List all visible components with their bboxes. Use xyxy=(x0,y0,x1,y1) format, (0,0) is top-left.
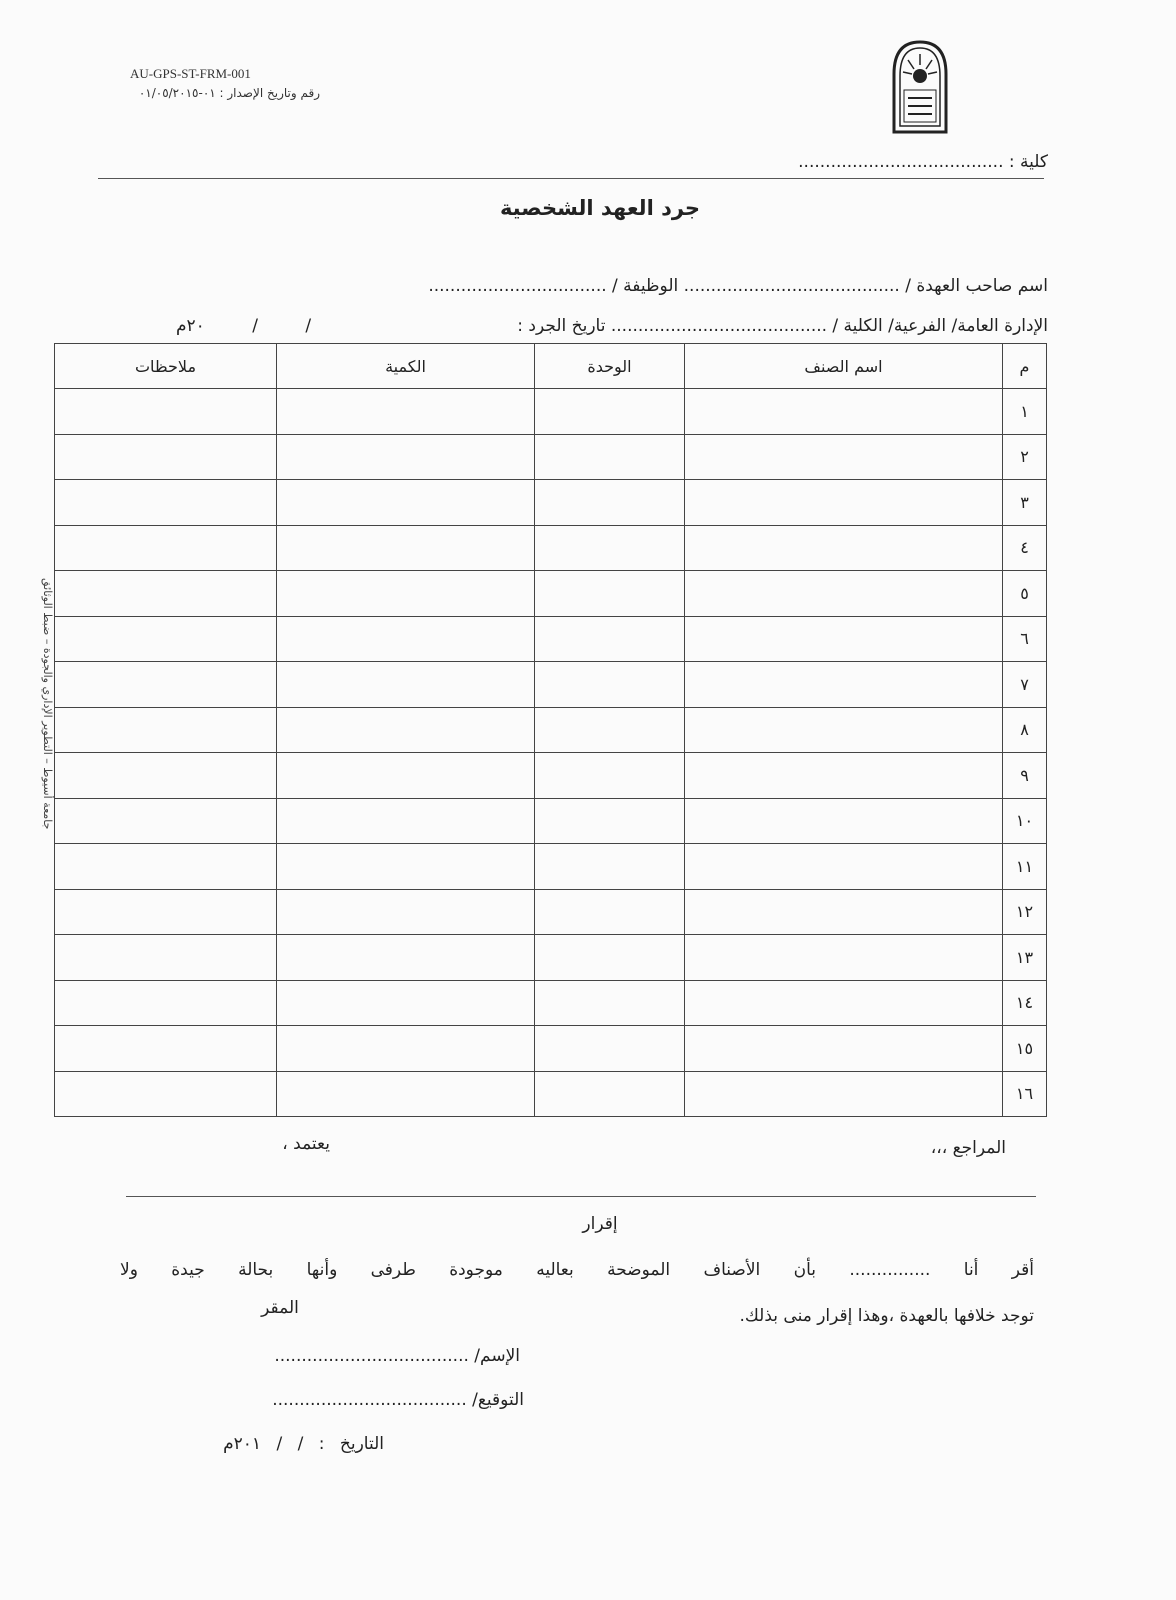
row-number: ٥ xyxy=(1003,571,1047,617)
row-number: ١٤ xyxy=(1003,980,1047,1026)
notes-cell[interactable] xyxy=(55,844,277,890)
table-row xyxy=(55,935,1047,981)
table-row xyxy=(55,389,1047,435)
notes-cell[interactable] xyxy=(55,571,277,617)
row-number: ١٢ xyxy=(1003,889,1047,935)
unit-cell[interactable] xyxy=(535,662,685,708)
item-name-cell[interactable] xyxy=(685,571,1003,617)
col-header-unit: الوحدة xyxy=(535,344,685,389)
unit-cell[interactable] xyxy=(535,389,685,435)
item-name-cell[interactable] xyxy=(685,480,1003,526)
custodian-job-field: اسم صاحب العهدة / ........................................ الوظيفة / ................................. xyxy=(428,276,1048,296)
table-row xyxy=(55,753,1047,799)
table-row xyxy=(55,844,1047,890)
inventory-table xyxy=(54,343,1047,1117)
table-row xyxy=(55,662,1047,708)
quantity-cell[interactable] xyxy=(277,753,535,799)
quantity-cell[interactable] xyxy=(277,798,535,844)
table-row xyxy=(55,571,1047,617)
table-row xyxy=(55,525,1047,571)
unit-cell[interactable] xyxy=(535,434,685,480)
unit-cell[interactable] xyxy=(535,935,685,981)
unit-cell[interactable] xyxy=(535,707,685,753)
item-name-cell[interactable] xyxy=(685,1026,1003,1072)
quantity-cell[interactable] xyxy=(277,389,535,435)
quantity-cell[interactable] xyxy=(277,844,535,890)
item-name-cell[interactable] xyxy=(685,980,1003,1026)
quantity-cell[interactable] xyxy=(277,980,535,1026)
col-header-quantity: الكمية xyxy=(277,344,535,389)
notes-cell[interactable] xyxy=(55,707,277,753)
reviewer-label: المراجع ،،، xyxy=(930,1138,1006,1158)
unit-cell[interactable] xyxy=(535,480,685,526)
notes-cell[interactable] xyxy=(55,389,277,435)
unit-cell[interactable] xyxy=(535,753,685,799)
unit-cell[interactable] xyxy=(535,525,685,571)
row-number: ٦ xyxy=(1003,616,1047,662)
table-row xyxy=(55,1026,1047,1072)
notes-cell[interactable] xyxy=(55,434,277,480)
unit-cell[interactable] xyxy=(535,616,685,662)
item-name-cell[interactable] xyxy=(685,434,1003,480)
declaration-divider xyxy=(126,1196,1036,1197)
declaration-line-1: أقر أنا ............... بأن الأصناف الموضحة بعاليه موجودة طرفى وأنها بحالة جيدة ولا xyxy=(120,1260,1034,1280)
approved-label: يعتمد ، xyxy=(282,1134,330,1154)
notes-cell[interactable] xyxy=(55,889,277,935)
row-number: ١ xyxy=(1003,389,1047,435)
col-header-item-name: اسم الصنف xyxy=(685,344,1003,389)
table-row xyxy=(55,980,1047,1026)
notes-cell[interactable] xyxy=(55,1026,277,1072)
row-number: ٨ xyxy=(1003,707,1047,753)
notes-cell[interactable] xyxy=(55,480,277,526)
item-name-cell[interactable] xyxy=(685,389,1003,435)
quantity-cell[interactable] xyxy=(277,935,535,981)
quantity-cell[interactable] xyxy=(277,616,535,662)
item-name-cell[interactable] xyxy=(685,707,1003,753)
table-row xyxy=(55,480,1047,526)
unit-cell[interactable] xyxy=(535,1071,685,1117)
notes-cell[interactable] xyxy=(55,616,277,662)
unit-cell[interactable] xyxy=(535,798,685,844)
item-name-cell[interactable] xyxy=(685,798,1003,844)
item-name-cell[interactable] xyxy=(685,616,1003,662)
row-number: ١٣ xyxy=(1003,935,1047,981)
quantity-cell[interactable] xyxy=(277,1071,535,1117)
issue-date-line: رقم وتاريخ الإصدار : ٠١-٠١/٠٥/٢٠١٥ xyxy=(138,86,320,100)
item-name-cell[interactable] xyxy=(685,935,1003,981)
quantity-cell[interactable] xyxy=(277,480,535,526)
row-number: ٤ xyxy=(1003,525,1047,571)
row-number: ١١ xyxy=(1003,844,1047,890)
quantity-cell[interactable] xyxy=(277,434,535,480)
row-number: ٩ xyxy=(1003,753,1047,799)
notes-cell[interactable] xyxy=(55,525,277,571)
item-name-cell[interactable] xyxy=(685,844,1003,890)
table-row xyxy=(55,434,1047,480)
notes-cell[interactable] xyxy=(55,662,277,708)
declaration-line-2: توجد خلافها بالعهدة ،وهذا إقرار منى بذلك. xyxy=(739,1306,1034,1326)
college-field: كلية : ...................................... xyxy=(798,152,1048,172)
col-header-notes: ملاحظات xyxy=(55,344,277,389)
university-logo xyxy=(890,38,950,134)
quantity-cell[interactable] xyxy=(277,1026,535,1072)
table-row xyxy=(55,1071,1047,1117)
item-name-cell[interactable] xyxy=(685,1071,1003,1117)
item-name-cell[interactable] xyxy=(685,525,1003,571)
notes-cell[interactable] xyxy=(55,1071,277,1117)
notes-cell[interactable] xyxy=(55,798,277,844)
name-field: الإسم/ .................................... xyxy=(274,1346,520,1366)
quantity-cell[interactable] xyxy=(277,571,535,617)
form-code: AU-GPS-ST-FRM-001 xyxy=(130,66,251,81)
notes-cell[interactable] xyxy=(55,980,277,1026)
table-row xyxy=(55,798,1047,844)
declaration-heading: إقرار xyxy=(582,1214,618,1234)
table-header-row xyxy=(55,344,1047,389)
date-field: التاريخ : / / ٢٠١م xyxy=(223,1434,384,1454)
unit-cell[interactable] xyxy=(535,844,685,890)
item-name-cell[interactable] xyxy=(685,753,1003,799)
department-date-field: الإدارة العامة/ الفرعية/ الكلية / ........................................ تاريخ الجرد : xyxy=(517,316,1048,336)
table-row xyxy=(55,889,1047,935)
inventory-date-slots: / / ٢٠م xyxy=(176,316,312,336)
header-divider xyxy=(98,178,1044,179)
unit-cell[interactable] xyxy=(535,571,685,617)
quantity-cell[interactable] xyxy=(277,707,535,753)
notes-cell[interactable] xyxy=(55,753,277,799)
row-number: ١٥ xyxy=(1003,1026,1047,1072)
declarant-label: المقر xyxy=(261,1298,299,1318)
notes-cell[interactable] xyxy=(55,935,277,981)
row-number: ٧ xyxy=(1003,662,1047,708)
item-name-cell[interactable] xyxy=(685,662,1003,708)
quantity-cell[interactable] xyxy=(277,889,535,935)
signature-field: التوقيع/ .................................... xyxy=(272,1390,524,1410)
row-number: ١٦ xyxy=(1003,1071,1047,1117)
unit-cell[interactable] xyxy=(535,1026,685,1072)
quantity-cell[interactable] xyxy=(277,662,535,708)
row-number: ١٠ xyxy=(1003,798,1047,844)
side-document-note: جامعة أسيوط – التطوير الإداري والجودة – ضبط الوثائق xyxy=(41,578,54,830)
quantity-cell[interactable] xyxy=(277,525,535,571)
col-header-serial: م xyxy=(1003,344,1047,389)
form-title: جرد العهد الشخصية xyxy=(499,196,701,220)
row-number: ٢ xyxy=(1003,434,1047,480)
row-number: ٣ xyxy=(1003,480,1047,526)
item-name-cell[interactable] xyxy=(685,889,1003,935)
table-row xyxy=(55,616,1047,662)
unit-cell[interactable] xyxy=(535,980,685,1026)
table-row xyxy=(55,707,1047,753)
unit-cell[interactable] xyxy=(535,889,685,935)
